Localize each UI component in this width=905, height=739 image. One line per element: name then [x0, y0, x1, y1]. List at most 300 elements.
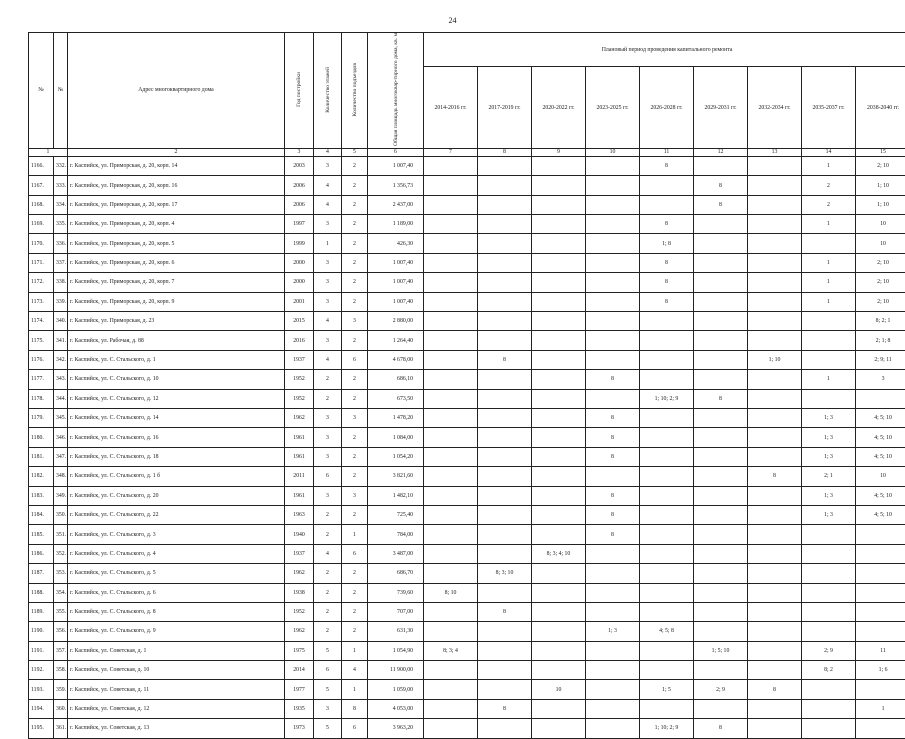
floors-cell: 4: [314, 350, 342, 369]
floors-cell: 4: [314, 195, 342, 214]
period-cell: [586, 602, 640, 621]
period-cell: [748, 525, 802, 544]
floors-cell: 4: [314, 312, 342, 331]
period-cell: [748, 505, 802, 524]
period-cell: 8; 3; 4: [424, 641, 478, 660]
entrances-cell: 6: [342, 544, 368, 563]
page-number: 24: [0, 16, 905, 25]
entrances-cell: 2: [342, 389, 368, 408]
address-cell: г. Каспийск, ул. Приморская, д. 20, корп. 4: [68, 215, 285, 234]
period-cell: [640, 176, 694, 195]
period-cell: [532, 622, 586, 641]
period-cell: [694, 428, 748, 447]
period-cell: 8: [478, 602, 532, 621]
period-cell: [640, 583, 694, 602]
period-cell: 1; 3: [586, 622, 640, 641]
floors-cell: 3: [314, 486, 342, 505]
header-period: 2023-2025 гг.: [586, 67, 640, 149]
period-cell: 8: [478, 699, 532, 718]
row-number: 1174.: [29, 312, 54, 331]
table-row: [29, 409, 905, 428]
row-subnumber: 356.: [54, 622, 68, 641]
period-cell: 2; 9: [694, 680, 748, 699]
floors-cell: 2: [314, 389, 342, 408]
period-cell: [478, 505, 532, 524]
address-cell: г. Каспийск, ул. С. Стальского, д. 8: [68, 602, 285, 621]
col-number: 9: [532, 148, 586, 156]
floors-cell: 3: [314, 215, 342, 234]
period-cell: [424, 564, 478, 583]
address-cell: г. Каспийск, ул. С. Стальского, д. 6: [68, 583, 285, 602]
table-row: [29, 680, 905, 699]
address-cell: г. Каспийск, ул. С. Стальского, д. 1 б: [68, 467, 285, 486]
period-cell: [640, 602, 694, 621]
period-cell: [424, 292, 478, 311]
address-cell: г. Каспийск, ул. С. Стальского, д. 3: [68, 525, 285, 544]
period-cell: 8: [694, 176, 748, 195]
period-cell: [856, 525, 905, 544]
period-cell: [532, 389, 586, 408]
area-cell: 1 059,00: [368, 680, 424, 699]
address-cell: г. Каспийск, ул. Приморская, д. 23: [68, 312, 285, 331]
col-number: 3: [285, 148, 314, 156]
table-row: [29, 564, 905, 583]
period-cell: [748, 273, 802, 292]
period-cell: [694, 156, 748, 175]
period-cell: [478, 622, 532, 641]
period-cell: [532, 156, 586, 175]
entrances-cell: 2: [342, 215, 368, 234]
period-cell: [748, 719, 802, 738]
period-cell: 8: [640, 215, 694, 234]
period-cell: [586, 234, 640, 253]
year-cell: 1962: [285, 409, 314, 428]
period-cell: [532, 467, 586, 486]
period-cell: [694, 564, 748, 583]
floors-cell: 3: [314, 409, 342, 428]
area-cell: 673,50: [368, 389, 424, 408]
year-cell: 1961: [285, 428, 314, 447]
row-number: 1172.: [29, 273, 54, 292]
area-cell: 1 478,20: [368, 409, 424, 428]
year-cell: 2011: [285, 467, 314, 486]
period-cell: [586, 215, 640, 234]
row-number: 1191.: [29, 641, 54, 660]
period-cell: [748, 389, 802, 408]
col-number: 13: [748, 148, 802, 156]
header-year: [285, 33, 314, 149]
period-cell: 1; 3: [802, 447, 856, 466]
period-cell: [640, 447, 694, 466]
period-cell: [424, 350, 478, 369]
period-cell: [694, 505, 748, 524]
area-cell: 1 007,40: [368, 292, 424, 311]
period-cell: [586, 292, 640, 311]
period-cell: [640, 312, 694, 331]
area-cell: 3 487,00: [368, 544, 424, 563]
period-cell: 2; 9; 11: [856, 350, 905, 369]
period-cell: [532, 525, 586, 544]
period-cell: [640, 641, 694, 660]
period-cell: 1; 3: [802, 409, 856, 428]
period-cell: [640, 331, 694, 350]
area-cell: 1 054,90: [368, 641, 424, 660]
period-cell: [532, 602, 586, 621]
floors-cell: 3: [314, 253, 342, 272]
period-cell: [586, 583, 640, 602]
period-cell: [424, 622, 478, 641]
year-cell: 1973: [285, 719, 314, 738]
period-cell: [424, 176, 478, 195]
period-cell: [478, 719, 532, 738]
period-cell: 8: [640, 156, 694, 175]
period-cell: [748, 564, 802, 583]
period-cell: 4; 5; 10: [856, 447, 905, 466]
period-cell: [694, 622, 748, 641]
entrances-cell: 2: [342, 253, 368, 272]
address-cell: г. Каспийск, ул. С. Стальского, д. 1: [68, 350, 285, 369]
address-cell: г. Каспийск, ул. С. Стальского, д. 22: [68, 505, 285, 524]
period-cell: [586, 253, 640, 272]
period-cell: [694, 486, 748, 505]
floors-cell: 3: [314, 447, 342, 466]
row-number: 1175.: [29, 331, 54, 350]
entrances-cell: 2: [342, 234, 368, 253]
period-cell: 1; 5: [640, 680, 694, 699]
area-cell: 1 264,40: [368, 331, 424, 350]
period-cell: [748, 156, 802, 175]
period-cell: [478, 409, 532, 428]
floors-cell: 3: [314, 273, 342, 292]
row-subnumber: 339.: [54, 292, 68, 311]
address-cell: г. Каспийск, ул. Советская, д. 1: [68, 641, 285, 660]
period-cell: 4; 5; 10: [856, 486, 905, 505]
period-cell: 2: [802, 176, 856, 195]
year-cell: 2000: [285, 273, 314, 292]
period-cell: [748, 428, 802, 447]
row-subnumber: 347.: [54, 447, 68, 466]
table-row: [29, 292, 905, 311]
period-cell: [694, 331, 748, 350]
row-subnumber: 355.: [54, 602, 68, 621]
period-cell: [532, 699, 586, 718]
period-cell: [856, 622, 905, 641]
period-cell: [640, 195, 694, 214]
period-cell: [748, 215, 802, 234]
row-subnumber: 358.: [54, 661, 68, 680]
col-number: 4: [314, 148, 342, 156]
entrances-cell: 2: [342, 428, 368, 447]
row-number: 1170.: [29, 234, 54, 253]
row-number: 1186.: [29, 544, 54, 563]
period-cell: [802, 719, 856, 738]
period-cell: [748, 234, 802, 253]
row-subnumber: 334.: [54, 195, 68, 214]
row-number: 1190.: [29, 622, 54, 641]
period-cell: 8: [640, 273, 694, 292]
period-cell: [424, 195, 478, 214]
table-row: [29, 602, 905, 621]
row-subnumber: 337.: [54, 253, 68, 272]
address-cell: г. Каспийск, ул. С. Стальского, д. 14: [68, 409, 285, 428]
period-cell: [532, 331, 586, 350]
period-cell: 4; 5; 10: [856, 505, 905, 524]
period-cell: [802, 583, 856, 602]
row-number: 1189.: [29, 602, 54, 621]
period-cell: 1; 10: [856, 176, 905, 195]
year-cell: 1952: [285, 602, 314, 621]
period-cell: [694, 661, 748, 680]
header-address: Адрес многоквартирного дома: [68, 33, 285, 149]
period-cell: [694, 253, 748, 272]
period-cell: [586, 273, 640, 292]
row-number: 1182.: [29, 467, 54, 486]
header-num1: №: [29, 33, 54, 149]
period-cell: 1: [802, 215, 856, 234]
period-cell: [802, 350, 856, 369]
period-cell: [802, 622, 856, 641]
address-cell: г. Каспийск, ул. С. Стальского, д. 12: [68, 389, 285, 408]
row-number: 1195.: [29, 719, 54, 738]
period-cell: [478, 292, 532, 311]
period-cell: [478, 331, 532, 350]
period-cell: [586, 176, 640, 195]
row-number: 1176.: [29, 350, 54, 369]
row-number: 1168.: [29, 195, 54, 214]
period-cell: 8: [478, 350, 532, 369]
period-cell: [640, 699, 694, 718]
year-cell: 2003: [285, 156, 314, 175]
entrances-cell: 6: [342, 719, 368, 738]
period-cell: [586, 195, 640, 214]
period-cell: [532, 583, 586, 602]
period-cell: 8: [586, 486, 640, 505]
period-cell: 8; 2: [802, 661, 856, 680]
entrances-cell: 1: [342, 641, 368, 660]
period-cell: [694, 525, 748, 544]
area-cell: 739,60: [368, 583, 424, 602]
period-cell: [694, 544, 748, 563]
area-cell: 686,70: [368, 564, 424, 583]
row-subnumber: 345.: [54, 409, 68, 428]
period-cell: 2: [802, 195, 856, 214]
entrances-cell: 2: [342, 467, 368, 486]
row-number: 1167.: [29, 176, 54, 195]
capital-repair-table: [28, 32, 905, 739]
col-number: 15: [856, 148, 905, 156]
area-cell: 11 900,00: [368, 661, 424, 680]
period-cell: [532, 273, 586, 292]
floors-cell: 3: [314, 428, 342, 447]
row-subnumber: 333.: [54, 176, 68, 195]
period-cell: [694, 583, 748, 602]
period-cell: 8: [694, 719, 748, 738]
address-cell: г. Каспийск, ул. С. Стальского, д. 5: [68, 564, 285, 583]
header-period-title: Плановый период проведения капитального ремонта: [424, 33, 905, 67]
period-cell: [640, 661, 694, 680]
row-subnumber: 341.: [54, 331, 68, 350]
period-cell: 8; 2; 1: [856, 312, 905, 331]
table-row: [29, 176, 905, 195]
period-cell: 8: [586, 525, 640, 544]
area-cell: 2 880,00: [368, 312, 424, 331]
floors-cell: 6: [314, 661, 342, 680]
area-cell: 707,00: [368, 602, 424, 621]
period-cell: [586, 680, 640, 699]
period-cell: [748, 409, 802, 428]
area-cell: 4 678,00: [368, 350, 424, 369]
period-cell: [856, 583, 905, 602]
period-cell: 1; 5; 10: [694, 641, 748, 660]
floors-cell: 2: [314, 505, 342, 524]
table-row: [29, 486, 905, 505]
period-cell: [748, 583, 802, 602]
year-cell: 2006: [285, 176, 314, 195]
header-period: 2035-2037 гг.: [802, 67, 856, 149]
period-cell: [802, 699, 856, 718]
year-cell: 1999: [285, 234, 314, 253]
row-subnumber: 357.: [54, 641, 68, 660]
period-cell: [532, 350, 586, 369]
row-subnumber: 350.: [54, 505, 68, 524]
year-cell: 2014: [285, 661, 314, 680]
period-cell: [478, 641, 532, 660]
period-cell: 2; 1: [802, 467, 856, 486]
table-row: [29, 234, 905, 253]
period-cell: [856, 602, 905, 621]
period-cell: [748, 602, 802, 621]
period-cell: [424, 447, 478, 466]
period-cell: [478, 486, 532, 505]
table-row: [29, 312, 905, 331]
header-area: [368, 33, 424, 149]
col-number: 1: [29, 148, 68, 156]
period-cell: [748, 331, 802, 350]
year-cell: 1940: [285, 525, 314, 544]
table-row: [29, 215, 905, 234]
year-cell: 1962: [285, 622, 314, 641]
area-cell: 1 007,40: [368, 156, 424, 175]
year-cell: 1961: [285, 486, 314, 505]
floors-cell: 3: [314, 331, 342, 350]
floors-cell: 2: [314, 525, 342, 544]
header-entrances: [342, 33, 368, 149]
period-cell: [478, 156, 532, 175]
period-cell: 8: [586, 447, 640, 466]
table-row: [29, 331, 905, 350]
period-cell: 8: [640, 292, 694, 311]
period-cell: 2; 10: [856, 253, 905, 272]
entrances-cell: 2: [342, 602, 368, 621]
address-cell: г. Каспийск, ул. Приморская, д. 20, корп. 17: [68, 195, 285, 214]
period-cell: [748, 195, 802, 214]
header-period: 2032-2034 гг.: [748, 67, 802, 149]
area-cell: 3 821,60: [368, 467, 424, 486]
period-cell: 10: [856, 467, 905, 486]
period-cell: [802, 564, 856, 583]
header-period: 2038-2040 гг.: [856, 67, 905, 149]
table-row: [29, 467, 905, 486]
row-subnumber: 340.: [54, 312, 68, 331]
period-cell: 1; 10: [856, 195, 905, 214]
period-cell: [694, 234, 748, 253]
period-cell: 4; 5; 8: [640, 622, 694, 641]
table-row: [29, 622, 905, 641]
entrances-cell: 6: [342, 350, 368, 369]
header-floors-label: Количество этажей: [325, 67, 331, 113]
area-cell: 2 437,00: [368, 195, 424, 214]
period-cell: [640, 505, 694, 524]
row-number: 1183.: [29, 486, 54, 505]
year-cell: 1963: [285, 505, 314, 524]
period-cell: [478, 176, 532, 195]
period-cell: [424, 719, 478, 738]
period-cell: [424, 331, 478, 350]
floors-cell: 2: [314, 370, 342, 389]
address-cell: г. Каспийск, ул. Рабочая, д. 88: [68, 331, 285, 350]
entrances-cell: 2: [342, 447, 368, 466]
year-cell: 2000: [285, 253, 314, 272]
floors-cell: 3: [314, 156, 342, 175]
period-cell: [586, 350, 640, 369]
period-cell: [424, 699, 478, 718]
period-cell: 1; 10; 2; 9: [640, 389, 694, 408]
period-cell: [478, 525, 532, 544]
period-cell: [856, 544, 905, 563]
table-row: [29, 544, 905, 563]
area-cell: 725,40: [368, 505, 424, 524]
period-cell: [478, 544, 532, 563]
address-cell: г. Каспийск, ул. Советская, д. 10: [68, 661, 285, 680]
area-cell: 1 007,40: [368, 253, 424, 272]
table-body: [29, 156, 905, 738]
table-row: [29, 350, 905, 369]
period-cell: [802, 680, 856, 699]
period-cell: [424, 215, 478, 234]
period-cell: [478, 680, 532, 699]
period-cell: [424, 602, 478, 621]
entrances-cell: 2: [342, 370, 368, 389]
floors-cell: 1: [314, 234, 342, 253]
row-subnumber: 342.: [54, 350, 68, 369]
period-cell: [802, 331, 856, 350]
row-subnumber: 354.: [54, 583, 68, 602]
floors-cell: 5: [314, 680, 342, 699]
table-row: [29, 719, 905, 738]
period-cell: [586, 312, 640, 331]
row-number: 1171.: [29, 253, 54, 272]
year-cell: 2016: [285, 331, 314, 350]
period-cell: [640, 525, 694, 544]
entrances-cell: 2: [342, 176, 368, 195]
period-cell: [586, 661, 640, 680]
period-cell: [586, 719, 640, 738]
row-number: 1194.: [29, 699, 54, 718]
year-cell: 1977: [285, 680, 314, 699]
year-cell: 1975: [285, 641, 314, 660]
address-cell: г. Каспийск, ул. Приморская, д. 20, корп. 16: [68, 176, 285, 195]
entrances-cell: 2: [342, 505, 368, 524]
year-cell: 2006: [285, 195, 314, 214]
year-cell: 1937: [285, 544, 314, 563]
table-row: [29, 505, 905, 524]
entrances-cell: 2: [342, 564, 368, 583]
period-cell: 1; 6: [856, 661, 905, 680]
row-number: 1166.: [29, 156, 54, 175]
period-cell: [424, 370, 478, 389]
period-cell: [424, 505, 478, 524]
area-cell: 1 482,10: [368, 486, 424, 505]
